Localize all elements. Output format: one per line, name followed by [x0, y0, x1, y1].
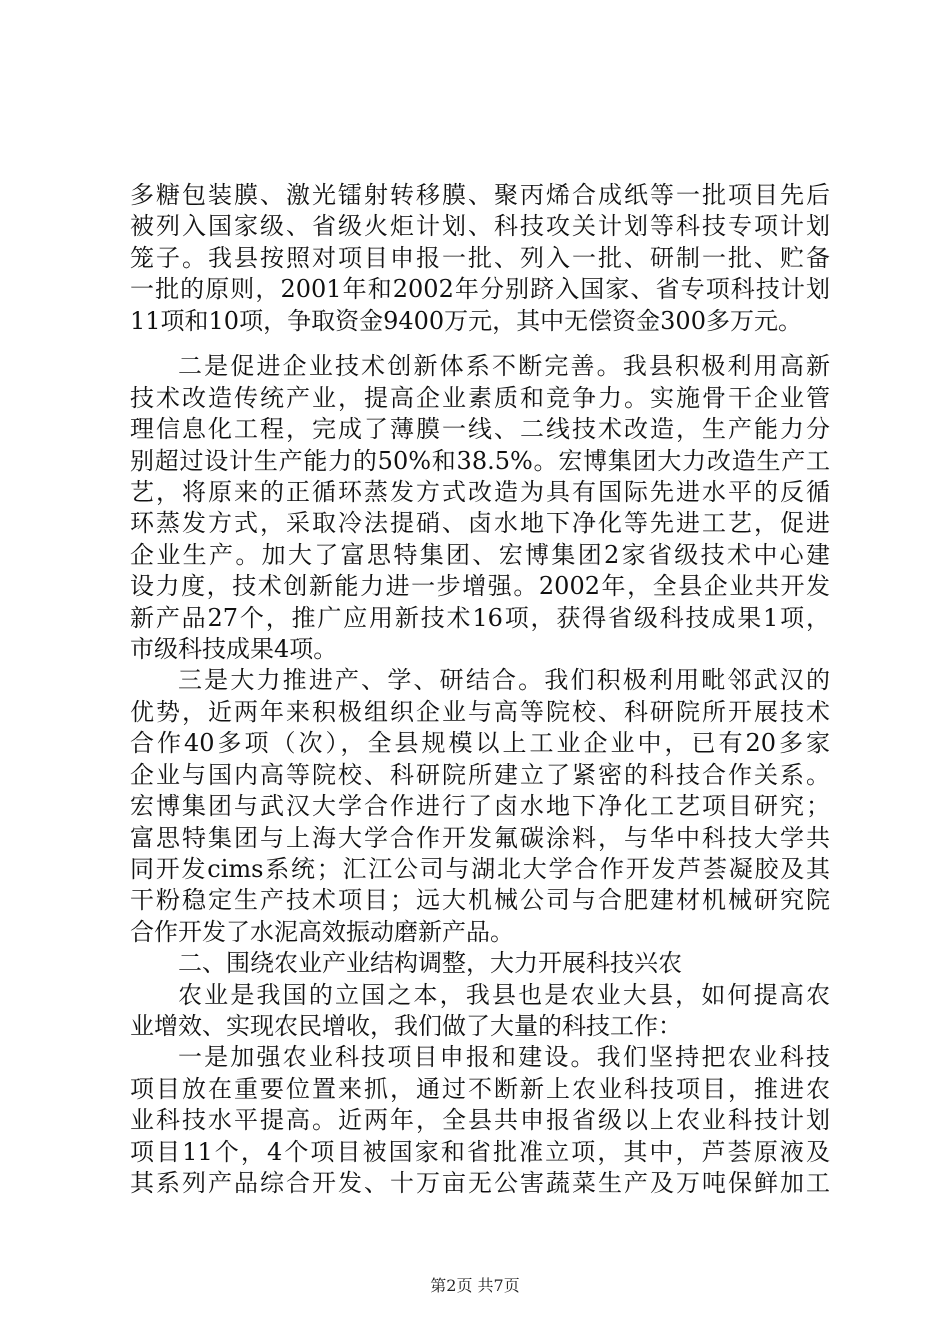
paragraph-2-line-6: 环蒸发方式，采取冷法提硝、卤水地下净化等先进工艺，促进: [130, 509, 830, 537]
paragraph-5-line-5: 其系列产品综合开发、十万亩无公害蔬菜生产及万吨保鲜加工: [130, 1169, 830, 1197]
paragraph-3-line-3: 合作40多项（次），全县规模以上工业企业中，已有20多家: [130, 729, 830, 757]
paragraph-1-line-5: 11项和10项，争取资金9400万元，其中无偿资金300多万元。: [130, 307, 802, 335]
paragraph-5-line-1: 一是加强农业科技项目申报和建设。我们坚持把农业科技: [178, 1043, 830, 1071]
paragraph-1-line-3: 笼子。我县按照对项目申报一批、列入一批、研制一批、贮备: [130, 244, 830, 272]
paragraph-3-line-2: 优势，近两年来积极组织企业与高等院校、科研院所开展技术: [130, 698, 830, 726]
paragraph-3-line-8: 干粉稳定生产技术项目；远大机械公司与合肥建材机械研究院: [130, 886, 830, 914]
paragraph-2-line-3: 理信息化工程，完成了薄膜一线、二线技术改造，生产能力分: [130, 415, 830, 443]
section-heading: 二、围绕农业产业结构调整，大力开展科技兴农: [178, 949, 682, 977]
paragraph-2-line-7: 企业生产。加大了富思特集团、宏博集团2家省级技术中心建: [130, 541, 830, 569]
paragraph-5-line-4: 项目11个，4个项目被国家和省批准立项，其中，芦荟原液及: [130, 1138, 830, 1166]
paragraph-2-line-4: 别超过设计生产能力的50%和38.5%。宏博集团大力改造生产工: [130, 447, 830, 475]
paragraph-5-line-2: 项目放在重要位置来抓，通过不断新上农业科技项目，推进农: [130, 1075, 830, 1103]
paragraph-3-line-4: 企业与国内高等院校、科研院所建立了紧密的科技合作关系。: [130, 761, 830, 789]
paragraph-1-line-2: 被列入国家级、省级火炬计划、科技攻关计划等科技专项计划: [130, 212, 830, 240]
paragraph-3-line-5: 宏博集团与武汉大学合作进行了卤水地下净化工艺项目研究；: [130, 792, 830, 820]
paragraph-3-line-9: 合作开发了水泥高效振动磨新产品。: [130, 918, 514, 946]
paragraph-2-line-2: 技术改造传统产业，提高企业素质和竞争力。实施骨干企业管: [130, 384, 830, 412]
paragraph-4-line-1: 农业是我国的立国之本，我县也是农业大县，如何提高农: [178, 981, 830, 1009]
paragraph-2-line-1: 二是促进企业技术创新体系不断完善。我县积极利用高新: [178, 352, 830, 380]
paragraph-3-line-6: 富思特集团与上海大学合作开发氟碳涂料，与华中科技大学共: [130, 824, 830, 852]
paragraph-2-line-9: 新产品27个，推广应用新技术16项，获得省级科技成果1项，: [130, 604, 830, 632]
paragraph-5-line-3: 业科技水平提高。近两年，全县共申报省级以上农业科技计划: [130, 1106, 830, 1134]
page-number-footer: 第2页 共7页: [430, 1276, 520, 1295]
paragraph-3-line-7: 同开发cims系统；汇江公司与湖北大学合作开发芦荟凝胶及其: [130, 855, 830, 883]
paragraph-2-line-5: 艺，将原来的正循环蒸发方式改造为具有国际先进水平的反循: [130, 478, 830, 506]
paragraph-4-line-2: 业增效、实现农民增收，我们做了大量的科技工作：: [130, 1012, 682, 1040]
paragraph-2-line-10: 市级科技成果4项。: [130, 635, 338, 663]
paragraph-2-line-8: 设力度，技术创新能力进一步增强。2002年，全县企业共开发: [130, 572, 830, 600]
paragraph-3-line-1: 三是大力推进产、学、研结合。我们积极利用毗邻武汉的: [178, 666, 830, 694]
paragraph-1-line-4: 一批的原则，2001年和2002年分别跻入国家、省专项科技计划: [130, 275, 830, 303]
paragraph-1-line-1: 多糖包装膜、激光镭射转移膜、聚丙烯合成纸等一批项目先后: [130, 181, 830, 209]
